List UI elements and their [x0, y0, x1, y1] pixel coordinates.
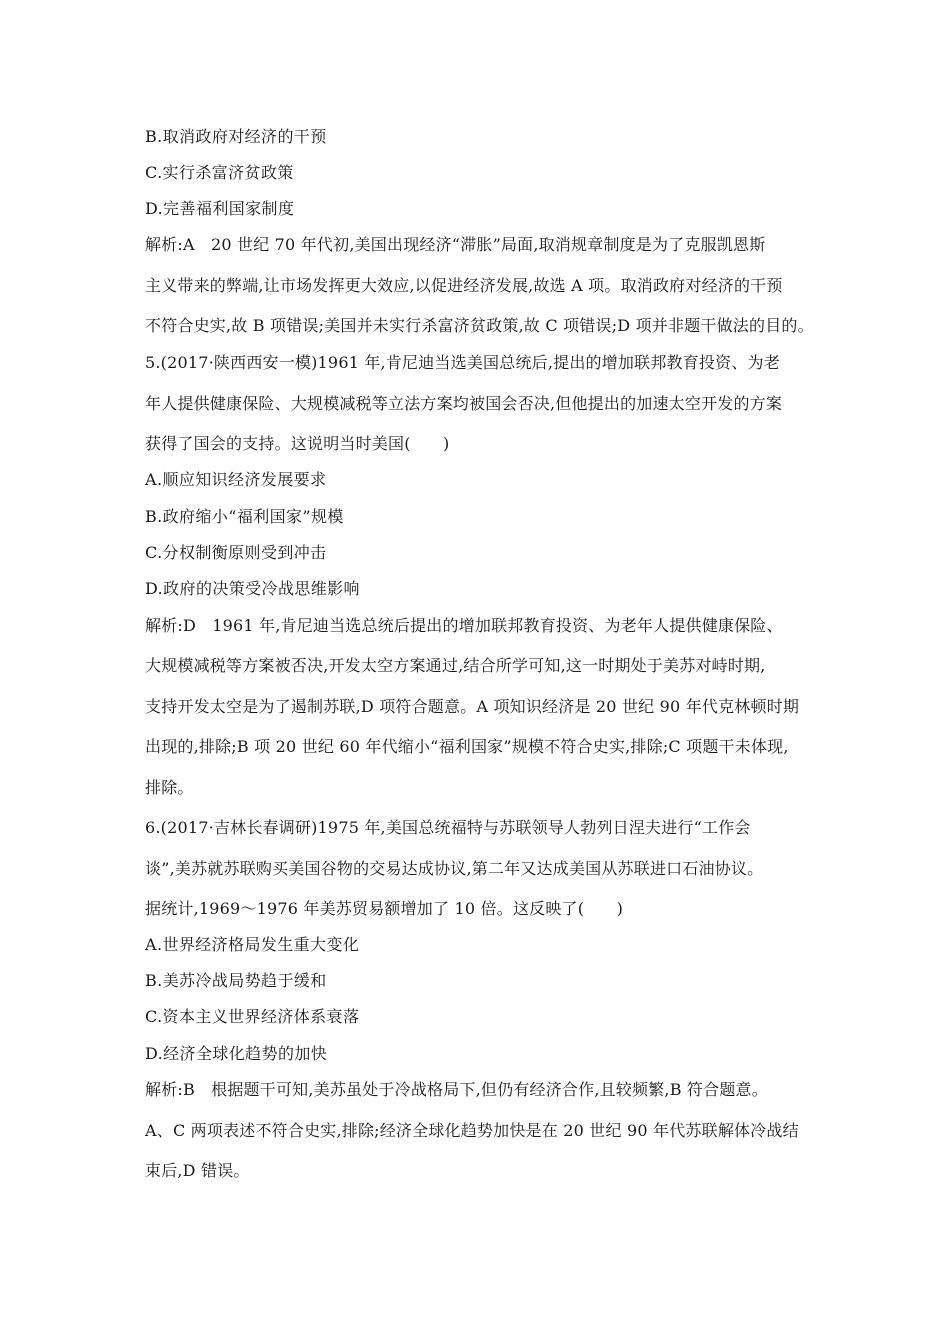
q4-option-c: C.实行杀富济贫政策: [145, 163, 294, 182]
q5-stem-line-1: 5.(2017·陕西西安一模)1961 年,肯尼迪当选美国总统后,提出的增加联邦教育投资、为老: [145, 353, 780, 372]
q4-option-b: B.取消政府对经济的干预: [145, 127, 327, 146]
q4-analysis-line-2: 主义带来的弊端,让市场发挥更大效应,以促进经济发展,故选 A 项。取消政府对经济的干预: [145, 276, 783, 295]
q5-option-d: D.政府的决策受冷战思维影响: [145, 579, 360, 598]
q6-stem-line-3: 据统计,1969～1976 年美苏贸易额增加了 10 倍。这反映了( ): [145, 899, 624, 918]
q5-option-b: B.政府缩小“福利国家”规模: [145, 507, 344, 526]
q6-analysis-line-3: 束后,D 错误。: [145, 1161, 250, 1180]
q5-analysis-line-1: 解析:D 1961 年,肯尼迪当选总统后提出的增加联邦教育投资、为老年人提供健康保险、: [145, 616, 783, 635]
q5-stem-line-2: 年人提供健康保险、大规模减税等立法方案均被国会否决,但他提出的加速太空开发的方案: [145, 394, 783, 413]
q6-analysis-line-1: 解析:B 根据题干可知,美苏虽处于冷战格局下,但仍有经济合作,且较频繁,B 符合题意。: [145, 1080, 768, 1099]
q6-option-b: B.美苏冷战局势趋于缓和: [145, 971, 327, 990]
q6-option-c: C.资本主义世界经济体系衰落: [145, 1007, 360, 1026]
q6-option-d: D.经济全球化趋势的加快: [145, 1044, 328, 1063]
q5-analysis-line-3: 支持开发太空是为了遏制苏联,D 项符合题意。A 项知识经济是 20 世纪 90 年代克林顿时期: [145, 697, 800, 716]
q4-analysis-line-3: 不符合史实,故 B 项错误;美国并未实行杀富济贫政策,故 C 项错误;D 项并非题干做法的目的。: [145, 316, 814, 335]
q6-option-a: A.世界经济格局发生重大变化: [145, 935, 360, 954]
q6-analysis-line-2: A、C 两项表述不符合史实,排除;经济全球化趋势加快是在 20 世纪 90 年代苏联解体冷战结: [145, 1121, 799, 1140]
q6-stem-line-2: 谈”,美苏就苏联购买美国谷物的交易达成协议,第二年又达成美国从苏联进口石油协议。: [145, 859, 764, 878]
q5-stem-line-3: 获得了国会的支持。这说明当时美国( ): [145, 434, 450, 453]
q5-analysis-line-4: 出现的,排除;B 项 20 世纪 60 年代缩小“福利国家”规模不符合史实,排除;C 项题干未体现,: [145, 737, 789, 756]
q4-option-d: D.完善福利国家制度: [145, 199, 295, 218]
q5-option-a: A.顺应知识经济发展要求: [145, 470, 327, 489]
q5-analysis-line-2: 大规模减税等方案被否决,开发太空方案通过,结合所学可知,这一时期处于美苏对峙时期,: [145, 656, 766, 675]
q5-option-c: C.分权制衡原则受到冲击: [145, 543, 327, 562]
q6-stem-line-1: 6.(2017·吉林长春调研)1975 年,美国总统福特与苏联领导人勃列日涅夫进行“工作会: [145, 818, 751, 837]
q5-analysis-line-5: 排除。: [145, 778, 194, 797]
q4-analysis-line-1: 解析:A 20 世纪 70 年代初,美国出现经济“滞胀”局面,取消规章制度是为了克服凯恩斯: [145, 235, 766, 254]
